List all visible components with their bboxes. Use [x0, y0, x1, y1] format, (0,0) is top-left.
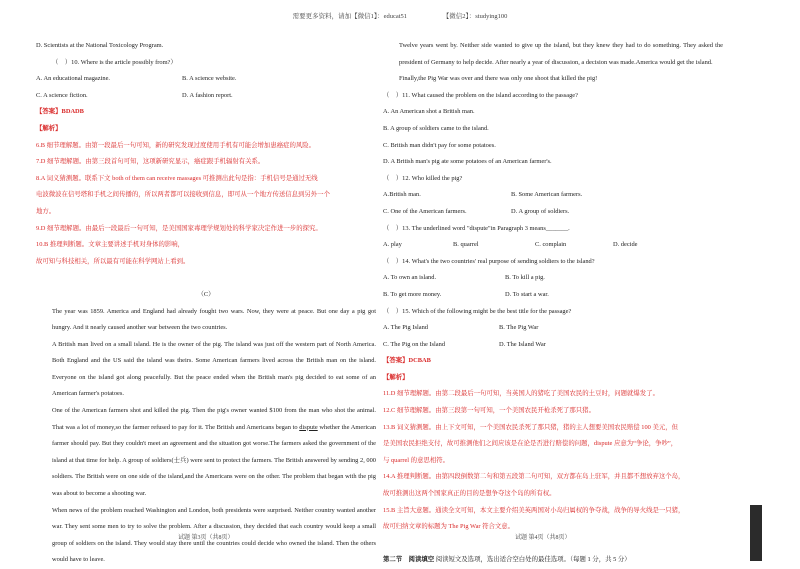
q15-options-row2	[383, 337, 723, 354]
q15-option-b: B. The Pig War	[499, 324, 539, 332]
q14-option-d: D. To start a war.	[505, 290, 549, 298]
passage-c-title: （C）	[197, 290, 215, 298]
q14-options-row1	[383, 270, 723, 287]
question-13: （ ）13. The underlined word "dispute"in Paragraph 3 means_______.	[383, 224, 570, 232]
section-heading	[383, 552, 723, 569]
question-11: （ ）11. What caused the problem on the island according to the passage?	[383, 91, 578, 99]
explanation-14-line2: 故可推测出这两个国家真正的目的是想争夺这个岛的所有权。	[383, 490, 556, 498]
explanation-13-line2: 是美国农民拒绝支付，故可推测他们之间应该是在论是否进行赔偿的问题，dispute 应意为“争论，争吵”，	[383, 440, 678, 448]
explanation-8-line3: 地方。	[36, 207, 56, 215]
scrollbar-thumb[interactable]	[750, 505, 762, 561]
q10-option-b: B. A science website.	[182, 75, 237, 83]
q11-option-c: C. British man didn't pay for some potatoes.	[383, 141, 496, 149]
q13-option-c: C. complain	[535, 241, 567, 249]
q10-option-a: A. An educational magazine.	[36, 75, 110, 83]
q12-option-a: A.British man.	[383, 191, 421, 199]
underlined-word-dispute: dispute	[299, 423, 318, 431]
explanation-10-line1: 10.B 推理判断题。文章主要讲述手机对身体的影响，	[36, 241, 185, 249]
q12-option-b: B. Some American farmers.	[511, 191, 583, 199]
question-10: （ ）10. Where is the article possibly from?）	[52, 58, 177, 66]
right-column	[383, 38, 723, 569]
q13-option-a: A. play	[383, 241, 402, 249]
q13-option-d: D. decide	[613, 241, 638, 249]
q11-option-d: D. A British man's pig ate some potatoes of an American farmer's.	[383, 158, 552, 166]
paragraph-6: Finally,the Pig War was over and there was only one shoot that killed the pig!	[399, 75, 598, 83]
explanation-13-line3: 与 quarrel 的意思相符。	[383, 456, 450, 464]
q14-option-c: B. To get more money.	[383, 290, 442, 298]
q10-options-row1	[36, 71, 376, 88]
section-description: 阅读短文及选项，选出适合空白处的最佳选项。（每题 1 分，共 5 分）	[435, 556, 631, 564]
explanation-15-line1: 15.B 主旨大意题。通读全文可知，本文主要介绍美英两国对小岛归属权的争夺战，战争的导火线是一只猪，	[383, 506, 685, 514]
explanation-12: 12.C 细节理解题。由第三段第一句可知，一个美国农民开枪杀死了那只猪。	[383, 407, 595, 415]
explanation-8-line1: 8.A 词义猜测题。联系下文 both of them can receive massages 可推测出此句是指：手机信号是通过无线	[36, 174, 318, 182]
q14-option-a: A. To own an island.	[383, 274, 437, 282]
q15-options-row1	[383, 320, 723, 337]
answer-key-b: 【答案】BDADB	[36, 108, 84, 116]
q15-option-a: A. The Pig Island	[383, 324, 428, 332]
q12-options-row2	[383, 204, 723, 221]
explanation-6: 6.B 细节理解题。由第一段最后一句可知，新的研究发现过度使用手机有可能会增加患癌症的风险。	[36, 141, 316, 149]
explanation-13-line1: 13.B 词义猜测题。由上下文可知，一个美国农民杀死了那只猪，猪的主人想要美国农民赔偿 100 美元，但	[383, 423, 679, 431]
q11-option-b: B. A group of soldiers came to the island.	[383, 124, 489, 132]
explanation-11: 11.D 细节理解题。由第二段最后一句可知，当英国人的猪吃了美国农民的土豆时，问题就爆发了。	[383, 390, 659, 398]
explanation-14-line1: 14.A 推理判断题。由第四段倒数第二句和第五段第二句可知，双方都在岛上驻军，并且都不想放弃这个岛，	[383, 473, 685, 481]
q10-options-row2	[36, 88, 376, 105]
paragraph-2: A British man lived on a small island. He is the owner of the pig. The island was just off the western part of North America. Both England and the US said the island was theirs. Some American farmers lived across the British man on the island. Everyone on the island got along peacefully. But the peace ended when the British man's pig decided to eat some of an American farmer's potatoes.	[52, 340, 376, 398]
question-12: （ ）12. Who killed the pig?	[383, 174, 463, 182]
section-title: 第二节 阅读填空	[383, 556, 435, 564]
explanation-10-line2: 故可知与科技相关，所以最有可能在科学网站上看到。	[36, 257, 190, 265]
left-column	[36, 38, 376, 569]
q12-options-row1	[383, 187, 723, 204]
paragraph-3: One of the American farmers shot and killed the pig. Then the pig's owner wanted $100 from the man who shot the animal. That was a lot of money,so the farmer refused to pay for it. The British and Americans began to dispute whether the American farmer should pay. But they couldn't meet an agreement and the situation got worse.The farmers asked the government of the island at that time for help. A group of soldiers(士兵) were sent to protect the farmers. The British answered by sending 2, 000 soldiers. The British were on one side of the island,and the Americans were on the other. The problem that began with the pig was about to become a shooting war.	[52, 407, 376, 498]
explanation-7: 7.D 细节理解题。由第三段首句可知，这项新研究显示，癌症跟手机辐射有关系。	[36, 158, 265, 166]
paragraph-4: When news of the problem reached Washington and London, both presidents were surprised. Neither country wanted another war. They sent some men to try to solve the problem. After a discussion, they decided that each country would keep a small group of soldiers on the island. They would stay there until the countries could decide who owned the island. Then the others would have to leave.	[52, 506, 376, 564]
paragraph-1: The year was 1859. America and England had already fought two wars. Now, they were at peace. But one day a pig got hungry. And it nearly caused another war between the two countries.	[52, 307, 376, 332]
analysis-title-c: 【解析】	[383, 373, 409, 381]
q13-option-b: B. quarrel	[453, 241, 479, 249]
q10-option-c: C. A science fiction.	[36, 91, 88, 99]
q15-option-c: C. The Pig on the Island	[383, 340, 446, 348]
q12-option-d: D. A group of soldiers.	[511, 207, 570, 215]
explanation-8-line2: 电波微波在信号塔和手机之间传播的，所以两者都可以接收到信息，即可从一个地方传送信息到另外一个	[36, 191, 330, 199]
question-15: （ ）15. Which of the following might be the best title for the passage?	[383, 307, 572, 315]
q14-option-b: B. To kill a pig.	[505, 274, 545, 282]
answer-key-c: 【答案】DCBAB	[383, 357, 431, 365]
question-14: （ ）14. What's the two countries' real purpose of sending soldiers to the island?	[383, 257, 595, 265]
analysis-title-b: 【解析】	[36, 124, 62, 132]
page-footer-right: 试题 第4页（共8页）	[515, 535, 571, 541]
page-footer-left: 试题 第3页（共8页）	[178, 535, 234, 541]
q10-option-d: D. A fashion report.	[182, 91, 233, 99]
q12-option-c: C. One of the American farmers.	[383, 207, 467, 215]
q13-options-row	[383, 237, 723, 254]
q11-option-a: A. An American shot a British man.	[383, 108, 475, 116]
option-d-q9: D. Scientists at the National Toxicology Program.	[36, 42, 164, 49]
q15-option-d: D. The Island War	[499, 340, 546, 348]
page-header: 需要更多资料，请加【微信1】：educat51 【微信2】：studying100	[292, 13, 508, 20]
explanation-15-line2: 故可归纳文章的标题为 The Pig War 符合文意。	[383, 523, 515, 531]
q14-options-row2	[383, 287, 723, 304]
paragraph-5: Twelve years went by. Neither side wanted to give up the island, but they knew they had to do something. They asked the president of Germany to help decide. After nearly a year of discussion, a decision was made.America would get the island.	[399, 42, 723, 66]
explanation-9: 9.D 细节理解题。由最后一段最后一句可知，是美国国家毒理学规划处的科学家决定作进一步的探究。	[36, 224, 322, 232]
